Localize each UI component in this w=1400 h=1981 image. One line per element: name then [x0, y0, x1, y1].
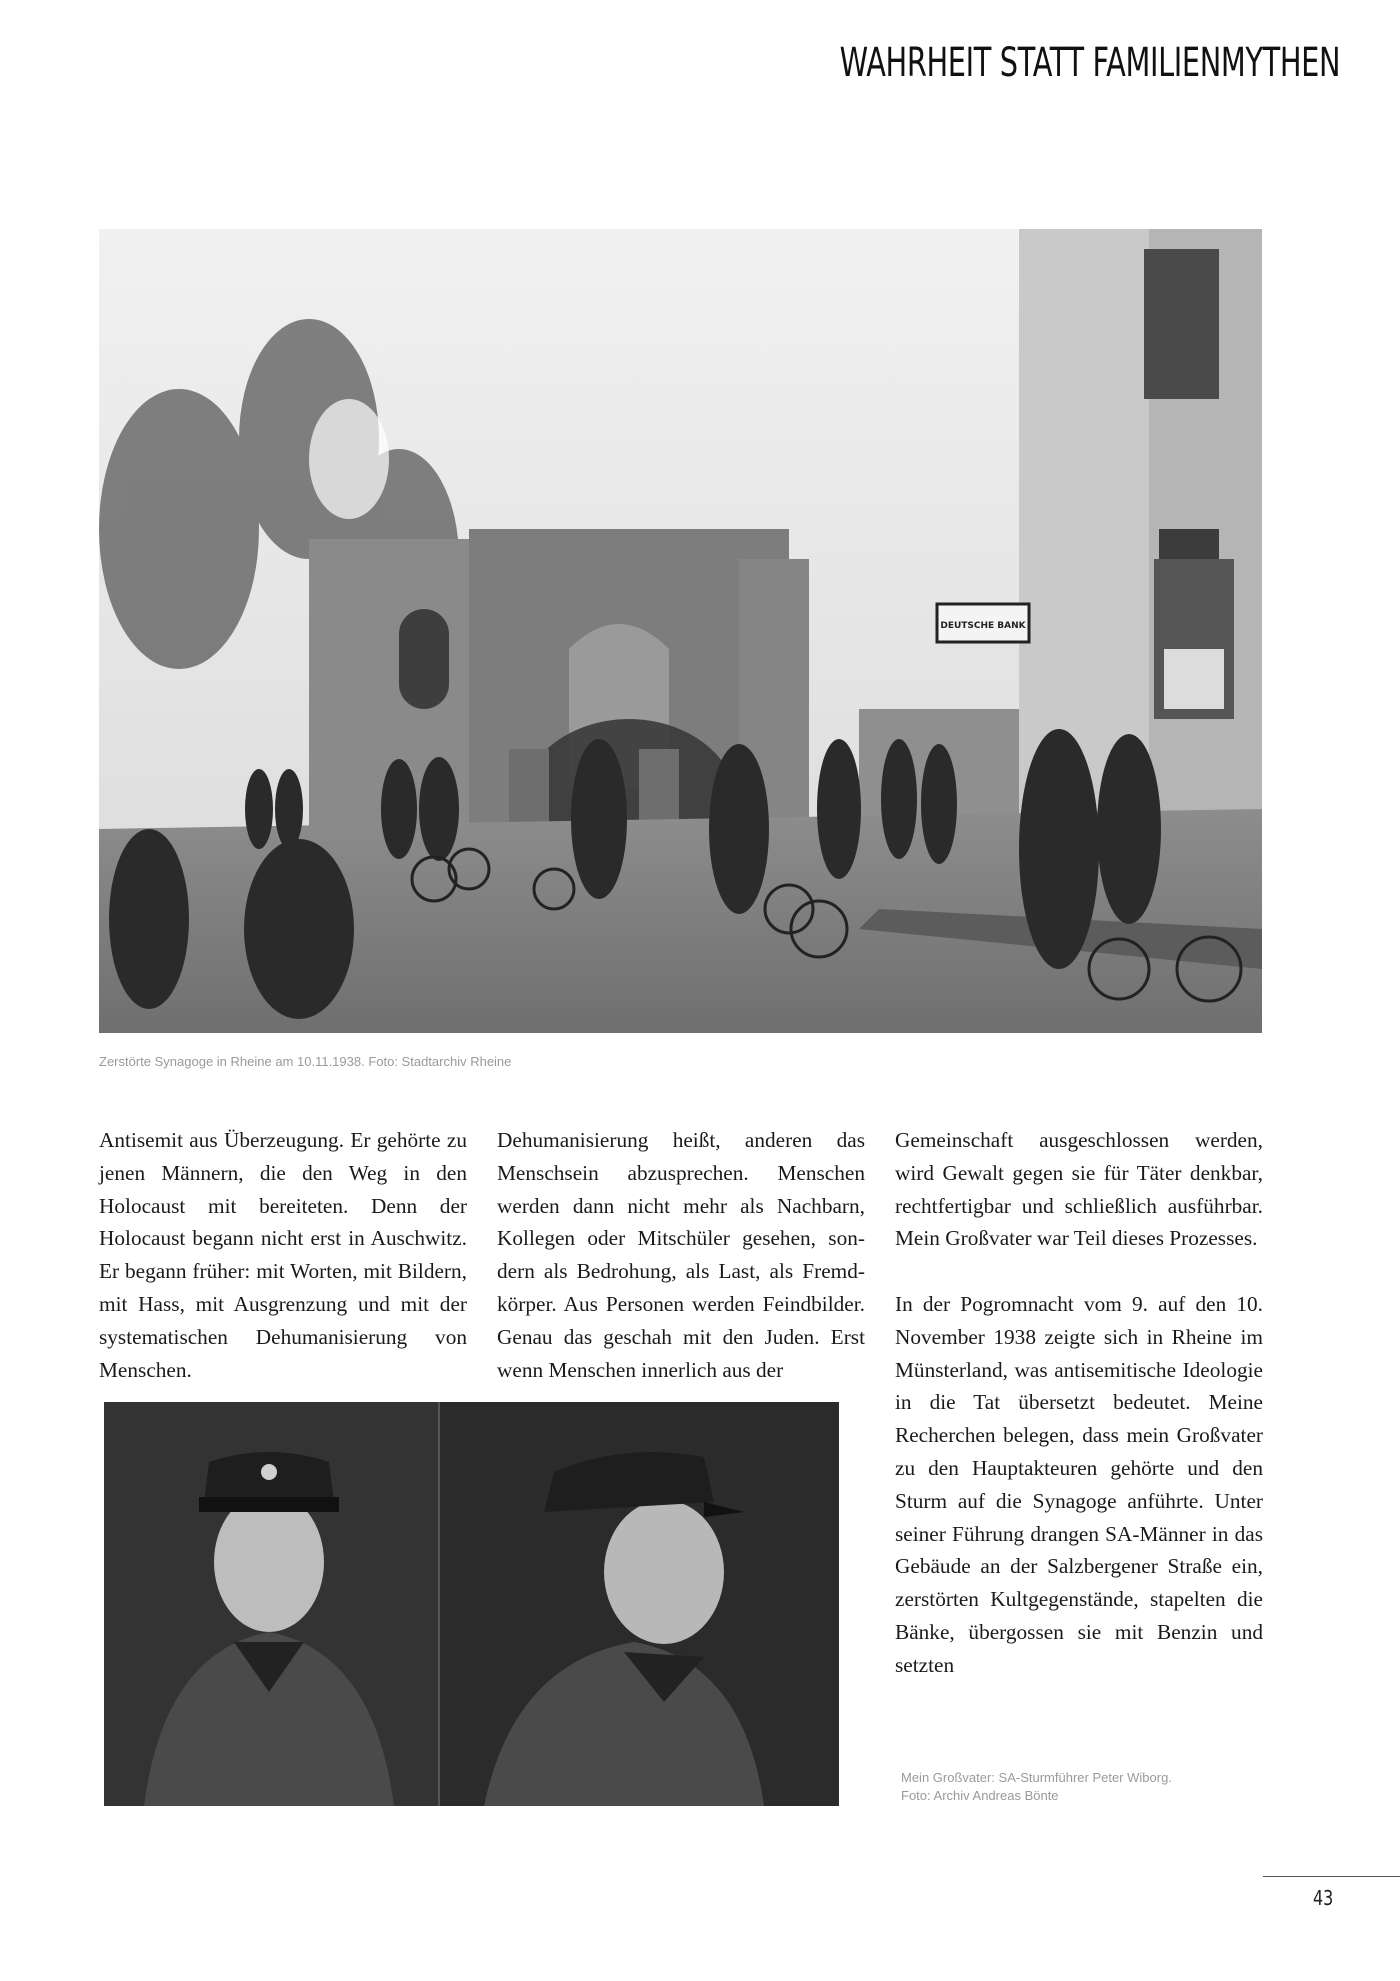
- portrait-photo-caption: [901, 1769, 1241, 1805]
- portrait-caption-line-2: Foto: Archiv Andreas Bönte: [901, 1788, 1059, 1803]
- article-column-1: [99, 1124, 467, 1419]
- portrait-photo: [104, 1402, 839, 1806]
- article-paragraph: In der Pogromnacht vom 9. auf den 10. November 1938 zeigte sich in Rheine im Münsterland, was antisemitische Ideologie in die Tat übersetzt bedeutet. Meine Recherchen belegen, dass mein Großvater zu den Hauptakteuren gehörte und den Sturm auf die Synagoge anführte. Unter seiner Führung drangen SA-Männer in das Gebäude an der Salzbergener Straße ein, zerstörten Kultgegenstände, stapelten die Bänke, übergossen sie mit Benzin und setzten: [895, 1291, 1263, 1677]
- article-column-2: [497, 1124, 865, 1419]
- article-paragraph: Antisemit aus Überzeugung. Er gehörte zu jenen Männern, die den Weg in den Holocaust mit bereiteten. Denn der Holocaust begann nicht erst in Auschwitz. Er begann früher: mit Worten, mit Bildern, mit Hass, mit Ausgrenzung und mit der systematischen Dehumanisierung von Menschen.: [99, 1128, 467, 1382]
- bank-sign-text: DEUTSCHE BANK: [940, 621, 1026, 631]
- portrait-caption-line-1: Mein Großvater: SA-Sturmführer Peter Wiborg.: [901, 1770, 1172, 1785]
- page-header-title: WAHRHEIT STATT FAMILIENMYTHEN: [839, 40, 1340, 86]
- footer-rule: [1263, 1876, 1400, 1877]
- synagogue-photo: [99, 229, 1262, 1033]
- page-number: 43: [1313, 1886, 1334, 1910]
- article-column-3: [895, 1124, 1263, 1714]
- synagogue-photo-caption: Zerstörte Synagoge in Rheine am 10.11.1938. Foto: Stadtarchiv Rheine: [99, 1054, 512, 1069]
- article-paragraph: Dehumanisierung heißt, anderen das Menschsein abzusprechen. Menschen werden dann nicht mehr als Nachbarn, Kollegen oder Mitschüler gesehen, sondern als Bedrohung, als Last, als Fremdkörper. Aus Personen werden Feindbilder. Genau das geschah mit den Juden. Erst wenn Menschen innerlich aus der: [497, 1128, 865, 1382]
- article-paragraph: Gemeinschaft ausgeschlossen werden, wird Gewalt gegen sie für Täter denkbar, rechtfertigbar und schließlich ausführbar. Mein Großvater war Teil dieses Prozesses.: [895, 1128, 1263, 1251]
